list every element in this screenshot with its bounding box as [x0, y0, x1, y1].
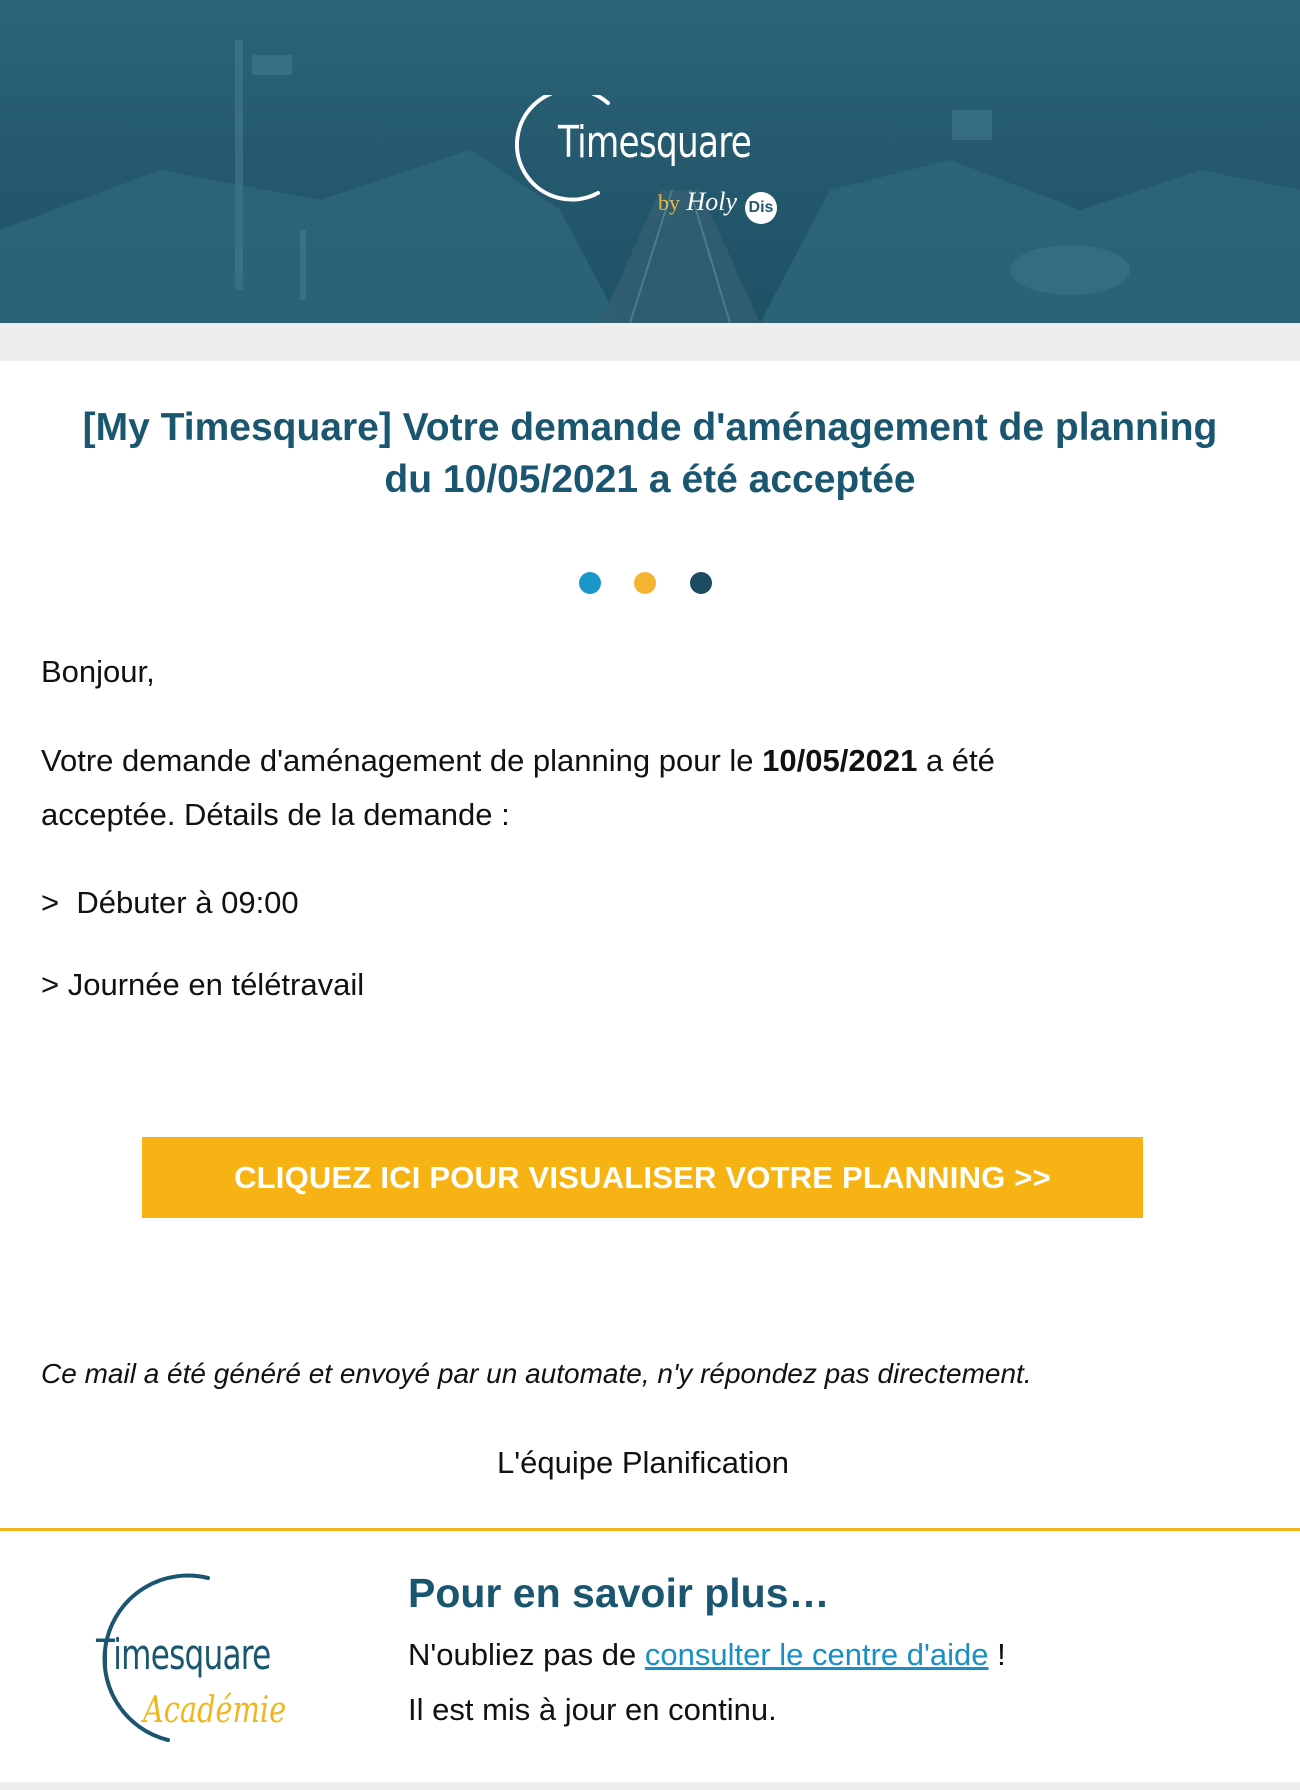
body-text-after-date: a été	[917, 743, 995, 778]
body-text-before-date: Votre demande d'aménagement de planning pour le	[41, 743, 763, 778]
automated-notice: Ce mail a été généré et envoyé par un automate, n'y répondez pas directement.	[41, 1358, 1032, 1389]
help-center-link[interactable]: consulter le centre d'aide	[644, 1637, 989, 1672]
body-line-1	[41, 734, 995, 788]
footer-divider	[0, 1528, 1300, 1531]
signature: L'équipe Planification	[496, 1445, 790, 1480]
academie-logo-subtitle: Académie	[143, 1690, 287, 1731]
email-title: [My Timesquare] Votre demande d'aménagement de planning du 10/05/2021 a été acceptée	[82, 406, 1218, 501]
header-separator	[0, 323, 1300, 361]
bottom-strip	[0, 1782, 1300, 1790]
academie-logo-title: Timesquare	[96, 1630, 271, 1679]
timesquare-academie-logo	[58, 1568, 318, 1748]
detail-start-time: > Débuter à 09:00	[41, 885, 299, 920]
greeting: Bonjour,	[41, 654, 155, 689]
help-line-suffix: !	[988, 1637, 1006, 1672]
request-date: 10/05/2021	[762, 743, 918, 778]
learn-more-title: Pour en savoir plus…	[408, 1570, 830, 1616]
update-note: Il est mis à jour en continu.	[408, 1692, 777, 1727]
logo-holy: Holy	[686, 187, 738, 216]
help-center-line	[408, 1637, 1006, 1673]
logo-title: Timesquare	[558, 117, 752, 168]
logo-dis-badge: Dis	[745, 192, 777, 224]
logo-by: by	[658, 190, 680, 215]
dot-gold-icon	[634, 572, 656, 594]
decorative-dots	[579, 572, 719, 596]
dot-navy-icon	[690, 572, 712, 594]
dot-blue-icon	[579, 572, 601, 594]
view-planning-button[interactable]: CLIQUEZ ICI POUR VISUALISER VOTRE PLANNING >>	[142, 1137, 1143, 1218]
logo-byline	[658, 187, 737, 217]
header-banner	[0, 0, 1300, 323]
detail-remote-work: > Journée en télétravail	[41, 967, 365, 1002]
help-line-prefix: N'oubliez pas de	[408, 1637, 645, 1672]
timesquare-logo	[498, 95, 808, 235]
body-line-2: acceptée. Détails de la demande :	[41, 797, 510, 832]
